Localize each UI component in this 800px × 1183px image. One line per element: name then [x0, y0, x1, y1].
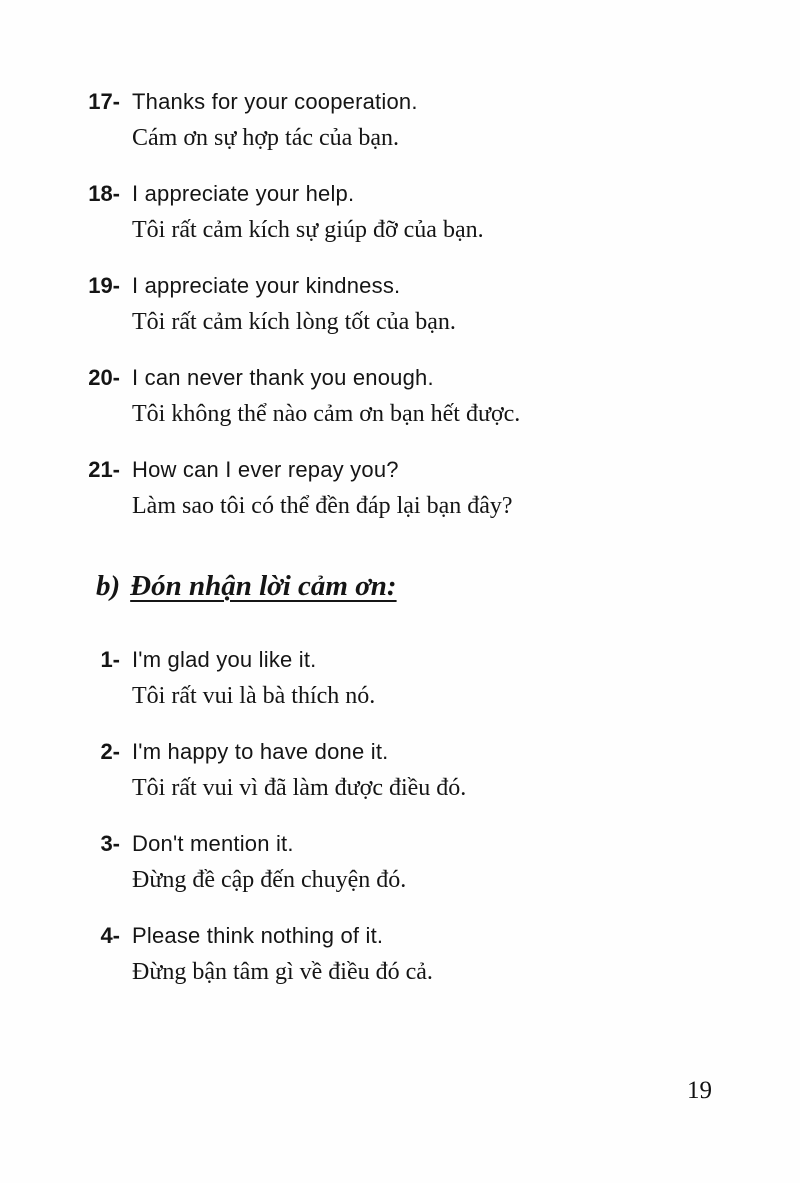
item-number: 17-	[88, 89, 120, 114]
phrase-item	[78, 642, 740, 714]
phrase-lines	[132, 918, 740, 990]
phrase-lines	[132, 826, 740, 898]
phrase-item	[78, 360, 740, 432]
english-text: I appreciate your help.	[132, 181, 355, 206]
vietnamese-text: Tôi rất cảm kích lòng tốt của bạn.	[132, 309, 456, 335]
english-text: I'm glad you like it.	[132, 647, 317, 672]
phrase-lines	[132, 734, 740, 806]
section-label: b)	[96, 570, 121, 602]
phrase-item	[78, 176, 740, 248]
english-text: Don't mention it.	[132, 831, 294, 856]
vietnamese-text: Tôi không thể nào cảm ơn bạn hết được.	[132, 401, 521, 427]
english-text: I can never thank you enough.	[132, 365, 434, 390]
phrase-item	[78, 268, 740, 340]
vietnamese-text: Tôi rất vui vì đã làm được điều đó.	[132, 775, 467, 801]
vietnamese-text: Tôi rất vui là bà thích nó.	[132, 683, 376, 709]
english-text: Please think nothing of it.	[132, 923, 384, 948]
item-number: 4-	[100, 923, 120, 948]
vietnamese-text: Đừng đề cập đến chuyện đó.	[132, 867, 407, 893]
phrase-lines	[132, 452, 740, 524]
english-text: How can I ever repay you?	[132, 457, 399, 482]
item-number: 19-	[88, 273, 120, 298]
phrase-lines	[132, 268, 740, 340]
phrase-lines	[132, 360, 740, 432]
vietnamese-text: Tôi rất cảm kích sự giúp đỡ của bạn.	[132, 217, 484, 243]
phrase-lines	[132, 642, 740, 714]
phrase-item	[78, 734, 740, 806]
vietnamese-text: Cám ơn sự hợp tác của bạn.	[132, 125, 399, 151]
item-number: 3-	[100, 831, 120, 856]
item-number: 20-	[88, 365, 120, 390]
phrase-item	[78, 452, 740, 524]
english-text: I appreciate your kindness.	[132, 273, 401, 298]
phrase-lines	[132, 176, 740, 248]
english-text: I'm happy to have done it.	[132, 739, 389, 764]
phrase-item	[78, 826, 740, 898]
phrase-item	[78, 918, 740, 990]
item-number: 2-	[100, 739, 120, 764]
item-number: 1-	[100, 647, 120, 672]
item-number: 18-	[88, 181, 120, 206]
vietnamese-text: Làm sao tôi có thể đền đáp lại bạn đây?	[132, 493, 513, 519]
section-heading	[96, 566, 740, 606]
phrase-lines	[132, 84, 740, 156]
vietnamese-text: Đừng bận tâm gì về điều đó cả.	[132, 959, 433, 985]
page-number: 19	[687, 1077, 712, 1104]
phrase-item	[78, 84, 740, 156]
item-number: 21-	[88, 457, 120, 482]
section-title: Đón nhận lời cảm ơn:	[130, 570, 397, 602]
english-text: Thanks for your cooperation.	[132, 89, 418, 114]
